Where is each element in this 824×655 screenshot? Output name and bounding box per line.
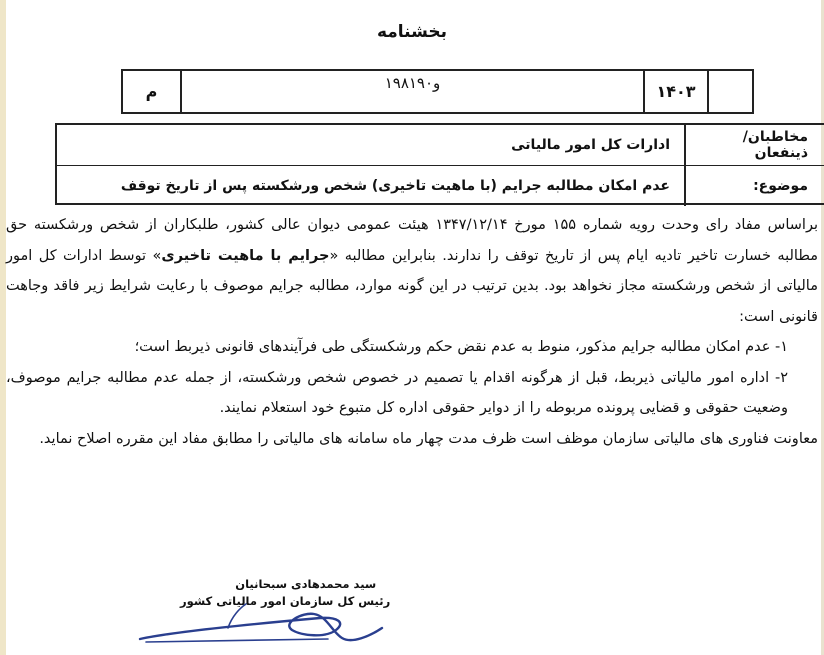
addressees-value: ادارات کل امور مالیاتی	[511, 137, 670, 153]
document-number: ۱۹۸و۱۹۰	[182, 71, 645, 112]
subject-label: موضوع:	[684, 166, 824, 206]
list-item-1: ۱- عدم امکان مطالبه جرایم مذکور، منوط به عدم نقض حکم ورشکستگی طی فرآیندهای قانونی ذیربط است؛	[134, 339, 788, 355]
addressees-label: مخاطبان/ ذینفعان	[684, 125, 824, 165]
subject-row	[57, 165, 824, 206]
addressees-row	[57, 125, 824, 165]
document-empty-cell	[709, 71, 752, 112]
subject-value: عدم امکان مطالبه جرایم (با ماهیت تاخیری) شخص ورشکسته پس از تاریخ توقف	[120, 178, 670, 194]
signer-title: رئیس کل سازمان امور مالیاتی کشور	[180, 594, 391, 608]
document-title: بخشنامه	[376, 22, 448, 42]
paragraph-1-text-a: براساس مفاد رای وحدت رویه شماره ۱۵۵ مورخ ۱۳۴۷/۱۲/۱۴ هیئت عمومی دیوان عالی کشور، طلبکاران از شخص ورشکسته حق مطالبه خسارت تاخیر تادیه ایام پس از تاریخ توقف را ندارند. بنابراین مطالبه «	[6, 217, 818, 264]
document-number-box	[121, 69, 754, 114]
header-table	[55, 123, 824, 205]
paragraph-1-text-b: » توسط ادارات کل امور مالیاتی از شخص ورشکسته مجاز نخواهد بود. بدین ترتیب در این گونه موارد، مطالبه جرایم موصوف با رعایت شرایط زیر فاقد وجاهت قانونی است:	[6, 247, 818, 325]
document-year: ۱۴۰۳	[645, 71, 709, 112]
document-body	[6, 210, 818, 454]
list-item-2: ۲- اداره امور مالیاتی ذیربط، قبل از هرگونه اقدام یا تصمیم در خصوص شخص ورشکسته، از جمله عدم مطالبه جرایم موصوف، وضعیت حقوقی و قضایی پرونده مربوطه را از دوایر حقوقی اداره کل متبوع خود استعلام نمایند.	[6, 369, 788, 416]
signer-name: سید محمدهادی سبحانیان	[235, 577, 377, 591]
document-suffix: م	[123, 71, 182, 112]
paragraph-1-bold: جرایم با ماهیت تاخیری	[161, 247, 330, 264]
handwritten-signature-icon	[132, 592, 392, 652]
paragraph-1	[6, 210, 818, 332]
paragraph-2: معاونت فناوری های مالیاتی سازمان موظف است ظرف مدت چهار ماه سامانه های مالیاتی را مطابق مفاد این مقرره اصلاح نماید.	[39, 430, 818, 447]
